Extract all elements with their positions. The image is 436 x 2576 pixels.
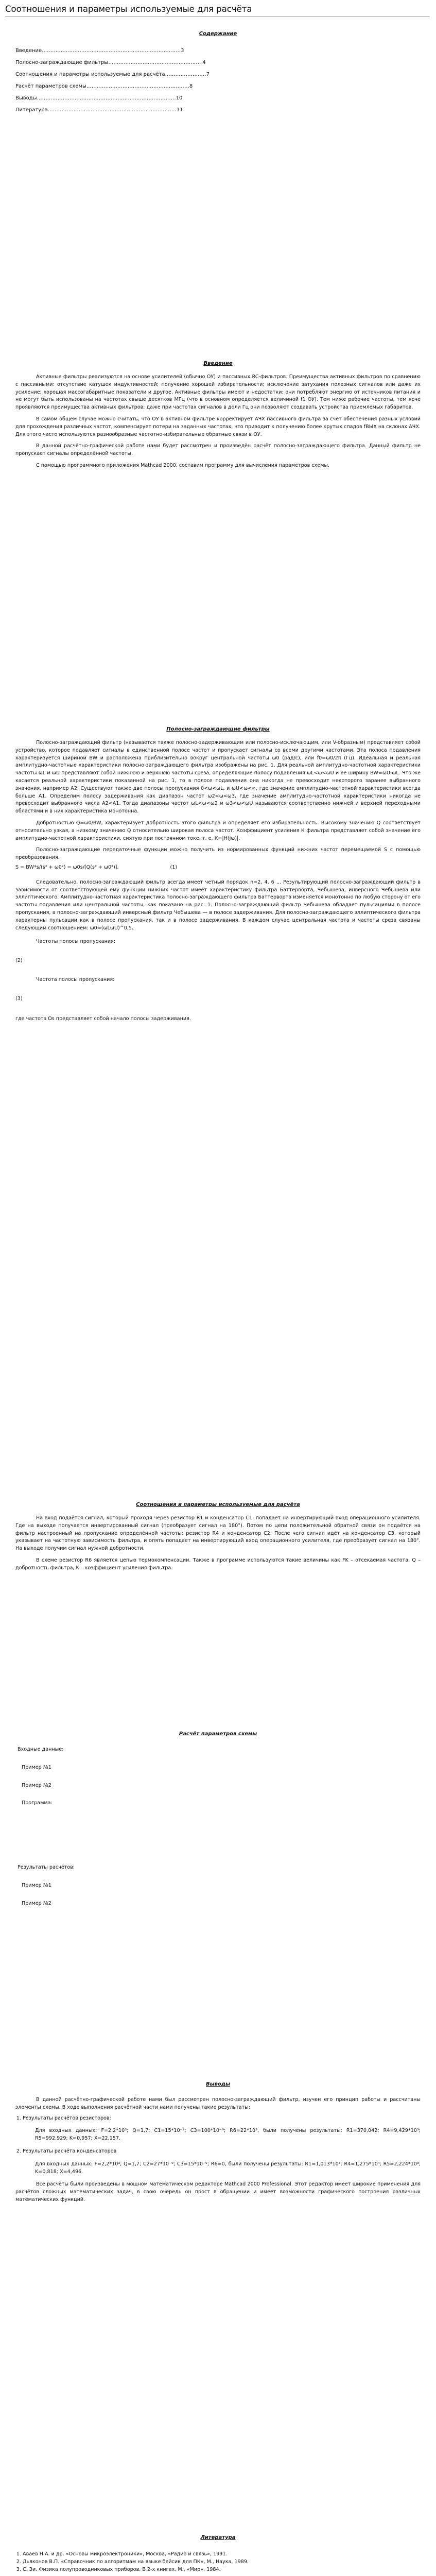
bandstop-paragraph: Частота полосы пропускания: [36, 976, 115, 982]
equation-number: (2) [15, 958, 23, 964]
equation-number: (3) [15, 995, 23, 1002]
bandstop-paragraph: где частота Ωs представляет собой начало полосы задерживания. [15, 1015, 191, 1022]
toc-entry[interactable]: Полосно-заграждающие фильтры……………………………………………… 4 [15, 60, 206, 65]
bandstop-paragraph: Полосно-заграждающие передаточные функции можно получить из нормированных функций нижних частот перемещаемой S с помощью преобразования. [15, 847, 421, 861]
bandstop-paragraph: Частоты полосы пропускания: [36, 939, 116, 945]
intro-heading: Введение [203, 361, 233, 366]
bandstop-section [15, 726, 421, 1023]
relations-heading: Соотношения и параметры используемые для расчёта [136, 1502, 300, 1507]
literature-item: 3. С. Зи. Физика полупроводниковых приборов. В 2-х книгах. М., «Мир», 1984. [23, 2566, 421, 2574]
results-detail: Для входных данных: F=2,2*10³; Q=1,7; C1=15*10⁻⁹; C3=100*10⁻⁹; R6=22*10³, были получены результаты: R1=370,042; R4=9,429*10³; R5=992,929; K=0,957; X=22,157. [35, 2128, 421, 2142]
calculation-heading: Расчёт параметров схемы [179, 1731, 257, 1737]
toc-section [15, 31, 421, 116]
toc-entry[interactable]: Соотношения и параметры используемые для расчёта……………………7 [15, 72, 210, 77]
results-list [15, 2115, 421, 2176]
results-detail: Для входных данных: F=2,2*10³; Q=1,7; C2=27*10⁻⁹; C3=15*10⁻⁹; R6=0, были получены результаты: R1=1,013*10³; R4=1,275*10⁴; R5=2,224*10³; K=0,818; X=4,496. [35, 2161, 421, 2175]
relations-paragraph: На вход подаётся сигнал, который проходя через резистор R1 и конденсатор C1, попадает на инвертирующий вход операционного усилителя. Где на выходе получается инвертированный сигнал (преобразует сигнал на 180°). Потом по цепи положительной обратной связи он подаётся на фильтр настроенный на пропускание определённой частоты: резистор R4 и конденсатор C2. После чего сигнал идёт на конденсатор C3, который указывает на частотную зависимость фильтра, и опять попадает на инвертирующий вход операционного усилителя, где преобразует сигнал на 180°. На выходе получим сигнал нужной добротности. [15, 1515, 421, 1552]
bandstop-heading: Полосно-заграждающие фильтры [166, 726, 270, 732]
bandstop-paragraph: Полосно-заграждающий фильтр (называется также полосно-задерживающим или полосно-исключающим, или V-образным) представляет собой устройство, которое подавляет сигналы в единственной полосе частот и пропускает сигналы со всеми другими частотами. Эта полоса подавления характеризуется шириной BW и расположена приблизительно вокруг центральной частоты ω0 (рад/с), или f0=ω0/2π (Гц). Идеальная и реальная амплитудно-частотные характеристики полосно-заграждающего фильтра изображены на рис. 1. Для реальной амплитудно-частотной характеристики частоты ωL и ωU представляют собой нижнюю и верхнюю частоты среза, определяющие полосу подавления ωL<ω<ωU и ее ширину BW=ωU-ωL. Что же касается реальной характеристики показанной на рис. 1, то в полосе подавления она никогда не превосходит некоторого заранее выбранного значения, например A2. Существуют также две полосы пропускания 0<ω<ωL, и ωU<ω<∞, где значение амплитудно-частотной характеристики всегда больше A1. Определим полосу задерживания как диапазон частот ω2<ω<ω3, где значение амплитудно-частотной характеристики никогда не превосходит выбранного числа A2<A1. Тогда диапазоны частот ωL<ω<ω2 и ω3<ω<ωU называются соответственно нижней и верхней переходными областями и в них характеристика монотонна. [15, 740, 421, 815]
literature-list [15, 2551, 421, 2573]
conclusions-paragraph: Все расчёты были произведены в мощном математическом редакторе Mathcad 2000 Professional. Этот редактор имеет широкие применения для расчётов сложных математических задач, в свою очередь он прост в обращении и имеет возможности графического построения различных математических функций. [15, 2181, 421, 2202]
example-label: Пример №1 [22, 1764, 51, 1770]
program-label: Программа: [22, 1800, 53, 1806]
calculation-section [15, 1731, 421, 1908]
intro-paragraph: В самом общем случае можно считать, что ОУ в активном фильтре корректирует АЧХ пассивного фильтра за счет обеспечения разных условий для прохождения различных частот, компенсирует потери на заданных частотах, что приводит к получению более крутых спадов fВЫХ на склонах АЧХ. Для этого часто используются разнообразные частотно-избирательные обратные связи в ОУ. [15, 416, 421, 437]
intro-section [15, 361, 421, 470]
toc-entry[interactable]: Расчёт параметров схемы……………………………………………………8 [15, 83, 193, 89]
literature-heading: Литература [200, 2535, 236, 2540]
results-item-label: Результаты расчёта конденсаторов [23, 2148, 117, 2154]
intro-paragraph: Активные фильтры реализуются на основе усилителей (обычно ОУ) и пассивных RC-фильтров. Преимущества активных фильтров по сравнению с пассивными: отсутствие катушек индуктивностей; получение хорошей избирательности; исключение затухания полезных сигналов или даже их усиление; хорошая массогабаритные показатели и другое. Активные фильтры имеют и недостатки: они потребляют энергию от источников питания и не могут быть использованы на частотах свыше десятков МГц (что в основном определяется величиной f1 ОУ). Тем ниже рабочие частоты, тем ярче проявляются преимущества активных фильтров; даже при частотах сигналов в доли Гц они позволяют создавать устройства приемлемых габаритов. [15, 374, 421, 411]
formula: S = BW*s/(s² + ω0²) = ω0s/[Q(s² + ω0²)]. [15, 864, 119, 870]
input-data-label: Входные данные: [18, 1747, 64, 1752]
results-list-item [23, 2148, 421, 2176]
bandstop-paragraph: Добротностью Q=ω0/BW, характеризует добротность этого фильтра и определяет его избирательность. Высокому значению Q соответствует относительно узкая, а низкому значению Q относительно широкая полоса частот. Коэффициент усиления К фильтра представляет собой значение его амплитудно-частотной характеристики, снятую при постоянном токе, т. е. К=|H(jω)|. [15, 820, 421, 841]
literature-item: 2. Дьяконов В.П. «Справочник по алгоритмам на языке бейсик для ПК», М., Наука, 1989. [23, 2558, 421, 2566]
results-item-label: Результаты расчётов резисторов: [23, 2115, 111, 2121]
literature-section [15, 2535, 421, 2573]
literature-item: 1. Аваев Н.А. и др. «Основы микроэлектроники», Москва, «Радио и связь», 1991. [23, 2551, 421, 2558]
results-list-item [23, 2115, 421, 2143]
toc-entry[interactable]: Выводы………………………………………………………………………10 [15, 95, 183, 101]
conclusions-section [15, 2081, 421, 2204]
intro-paragraph: С помощью программного приложения Mathcad 2000, составим программу для вычисления параметров схемы. [36, 462, 329, 468]
bandstop-paragraph: Следовательно, полосно-заграждающий фильтр всегда имеет четный порядок n=2, 4, 6 ... Результирующий полосно-заграждающий фильтр в зависимости от соответствующей ему функции нижних частот имеет характеристику фильтра Баттерворта, Чебышева, инверсного Чебышева или эллиптического. Амплитудно-частотная характеристика полосно-заграждающего фильтра Баттерворта изменяется монотонно по любую сторону от его частоты подавления или центральной частоты, как показано на рис. 1. Полосно-заграждающий фильтр Чебышева обладает пульсациями в полосе пропускания, а полосно-заграждающий инверсный фильтр Чебышева — в полосе задерживания. Для полосно-заграждающего эллиптического фильтра характерны пульсации как в полосе пропускания, так и в полосе задерживания. В каждом случае центральная частота и частоты среза связаны следующим соотношением: ω0=(ωLωU)^0,5. [15, 879, 421, 931]
example-label: Пример №1 [22, 1882, 51, 1888]
results-label: Результаты расчётов: [18, 1865, 75, 1871]
document-title: Соотношения и параметры используемые для расчёта [5, 4, 252, 14]
example-label: Пример №2 [22, 1782, 51, 1788]
conclusions-paragraph: В данной расчётно-графической работе нами был рассмотрен полосно-заграждающий фильтр, изучен его принцип работы и рассчитаны элементы схемы. В ходе выполнения расчётной части нами получены такие результаты: [15, 2097, 421, 2110]
toc-entry[interactable]: Введение………………………………………………………………………3 [15, 48, 184, 54]
toc-heading: Содержание [199, 31, 237, 37]
title-divider [5, 16, 430, 17]
relations-section [15, 1502, 421, 1572]
example-label: Пример №2 [22, 1900, 51, 1906]
relations-paragraph: В схеме резистор R6 является цепью термокомпенсации. Также в программе используются такие величины как FK – отсекаемая частота, Q – добротность фильтра, K – коэффициент усиления фильтра. [15, 1557, 421, 1571]
intro-paragraph: В данной расчётно-графической работе нами будет рассмотрен и произведён расчёт полосно-заграждающего фильтра. Данный фильтр не пропускает сигналы определённой частоты. [15, 443, 421, 457]
formula-number: (1) [170, 864, 178, 870]
conclusions-heading: Выводы [206, 2081, 230, 2087]
toc-entry[interactable]: Литература…………………………………………………………………11 [15, 107, 183, 113]
